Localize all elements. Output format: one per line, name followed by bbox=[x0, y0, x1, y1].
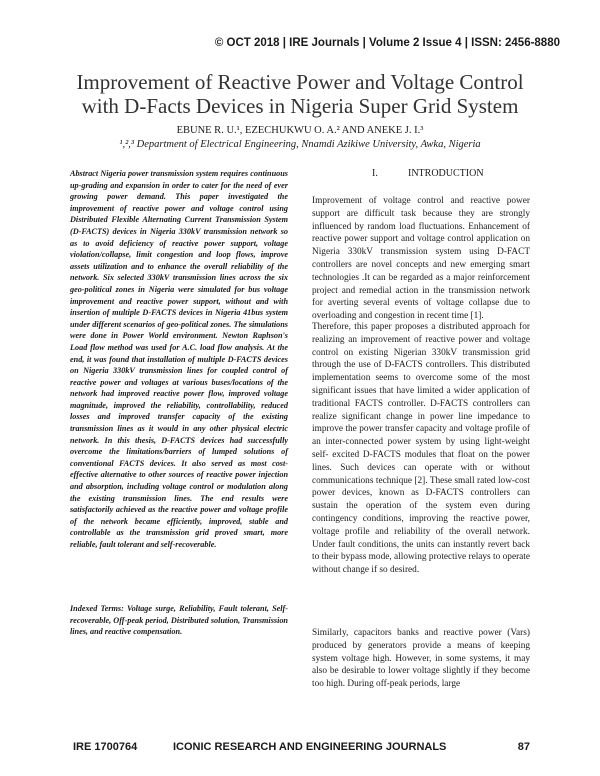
footer-page-number: 87 bbox=[517, 741, 530, 753]
footer-paper-id: IRE 1700764 bbox=[73, 741, 138, 753]
affiliation: ¹,²,³ Department of Electrical Engineering, Nnamdi Azikiwe University, Awka, Nigeria bbox=[119, 139, 481, 150]
journal-header: © OCT 2018 | IRE Journals | Volume 2 Issue 4 | ISSN: 2456-8880 bbox=[214, 37, 560, 49]
footer-journal-name: ICONIC RESEARCH AND ENGINEERING JOURNALS bbox=[173, 741, 447, 753]
paper-title bbox=[40, 70, 560, 118]
abstract-text: Abstract Nigeria power transmission system requires continuous up-grading and expansion in order to cater for the need of ever growing power demand. This paper investigated the improvement of reactive power and voltage control using Distributed Flexible Alternating Current Transmission System (D-FACTS) devices in Nigeria 330kV transmission network so as to avoid deficiency of reactive power support, voltage violation/collapse, limit congestion and loop flows, improve assets utilization and to enhance the overall reliability of the network. Six selected 330kV transmission lines across the six geo-political zones in Nigeria were simulated for bus voltage improvement and reactive power support, without and with insertion of multiple D-FACTS devices in Nigeria 41bus system under different scenarios of geo-political zones. The simulations were done in Power World environment. Newton Raphson's Load flow method was used for A.C. load flow analysis. At the end, it was found that installation of multiple D-FACTS devices on Nigeria 330kV transmission lines for coupled control of reactive power and voltages at various buses/locations of the network had improved reactive power flow, improved voltage magnitude, improved the reliability, controllability, reduced losses and improved transfer capacity of the existing transmission lines as it would in any other physical electric network. In this thesis, D-FACTS devices had successfully overcome the limitations/barriers of lumped solutions of conventional FACTS devices. It also served as most cost-effective alternative to other sources of reactive power injection and absorption, including voltage control or modulation along the existing transmission lines. The end results were satisfactorily achieved as the reactive power and voltage profile of the network became efficiently, improved, stable and controllable as the transmission grid proved smart, more reliable, fault tolerant and self-recoverable. bbox=[70, 169, 288, 549]
intro-paragraph-3: Similarly, capacitors banks and reactive power (Vars) produced by generators provide a means of keeping system voltage high. However, in some systems, it may also be desirable to lower voltage slightly if they become too high. During off-peak periods, large bbox=[312, 628, 530, 690]
intro-paragraph-2: Therefore, this paper proposes a distributed approach for realizing an improvement of reactive power and voltage control on existing Nigerian 330kV transmission grid through the use of D-FACTS controllers. This distributed implementation seems to overcome some of the most significant issues that have limited a wider application of traditional FACTS controller. D-FACTS controllers can realize significant change in power line impedance to improve the power transfer capacity and voltage profile of an inter-connected power system by using light-weight self- excited D-FACTS modules that float on the power lines. Such devices can operate with or without communications technique [2]. These small rated low-cost power devices, known as D-FACTS controllers can sustain the operation of the system even during contingency conditions, improving the reactive power, voltage profile and reliability of the overall network. Under fault conditions, the units can instantly revert back to their bypass mode, allowing protective relays to operate without change if so desired. bbox=[312, 322, 530, 576]
author-list: EBUNE R. U.¹, EZECHUKWU O. A.² AND ANEKE J. I.³ bbox=[176, 125, 424, 136]
intro-paragraph-1: Improvement of voltage control and reactive power support are difficult task because they are strongly influenced by random load fluctuations. Enhancement of reactive power support and voltage control application on Nigeria 330kV transmission system using D-FACT controllers are novel concepts and new emerging smart technologies .It can be regarded as a major reinforcement project and remedial action in the transmission network for averting several events of voltage collapse due to overloading and congestion in recent time [1]. bbox=[312, 196, 530, 322]
section-number: I. bbox=[372, 168, 378, 179]
title-line-2: with D-Facts Devices in Nigeria Super Grid System bbox=[81, 94, 519, 118]
section-title: INTRODUCTION bbox=[408, 168, 484, 179]
title-line-1: Improvement of Reactive Power and Voltage Control bbox=[76, 70, 524, 94]
index-terms: Indexed Terms: Voltage surge, Reliability, Fault tolerant, Self-recoverable, Off-peak period, Distributed solution, Transmission lines, and reactive compensation. bbox=[70, 604, 288, 637]
